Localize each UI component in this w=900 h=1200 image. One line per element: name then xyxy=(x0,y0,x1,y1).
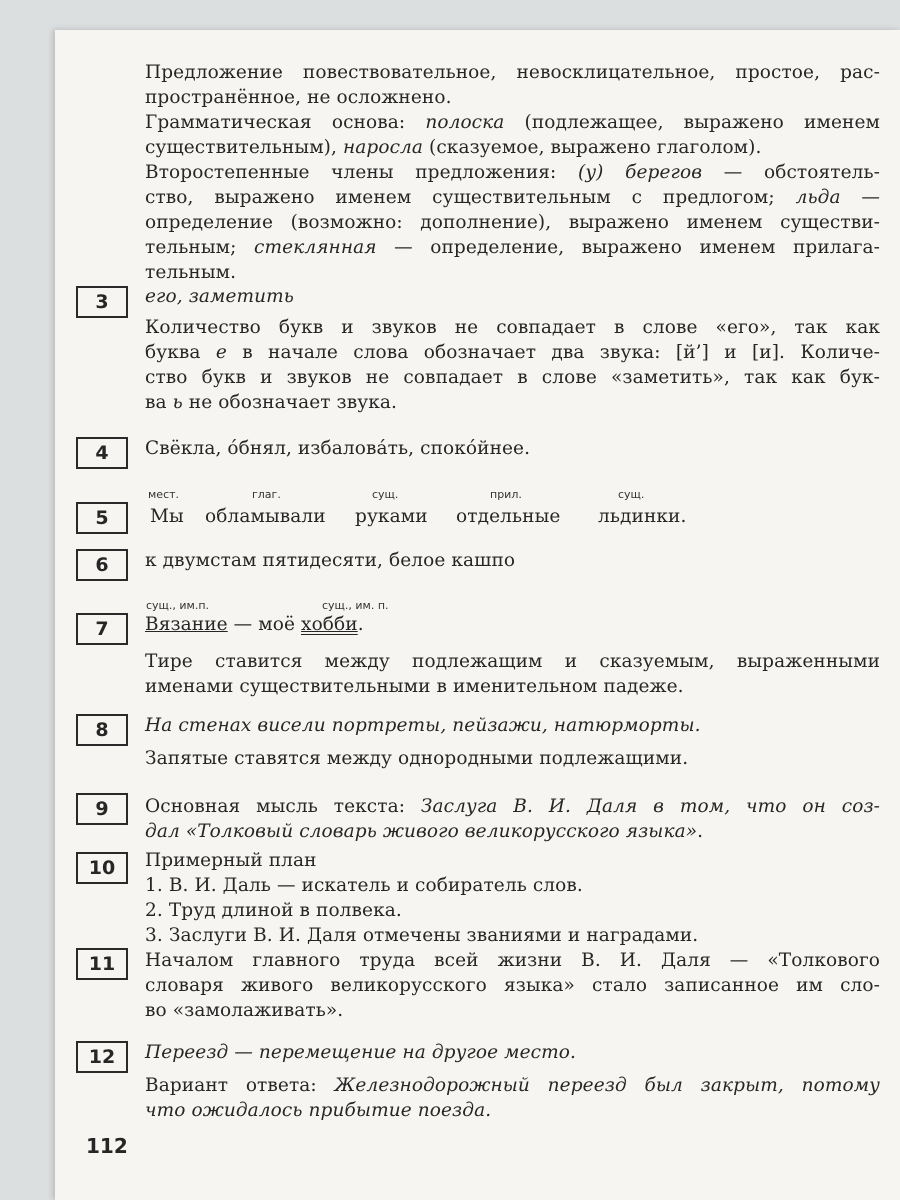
task-number-12: 12 xyxy=(76,1041,128,1073)
text-line: словаря живого великорусского языка» стало записанное им сло- xyxy=(145,975,880,996)
task-4-answer xyxy=(145,436,880,461)
task-7-sentence: Вязание — моё хобби. xyxy=(145,614,364,635)
text-line: дал «Толковый словарь живого великорусского языка». xyxy=(145,821,704,842)
task-12-definition: Переезд — перемещение на другое место. xyxy=(145,1042,576,1063)
pos-label: сущ., им. п. xyxy=(322,599,389,612)
task-number-11: 11 xyxy=(76,948,128,980)
task-number-8: 8 xyxy=(76,714,128,746)
text-line: Основная мысль текста: Заслуга В. И. Даля в том, что он соз- xyxy=(145,796,880,817)
text-line: именами существительными в именительном падеже. xyxy=(145,676,684,697)
text-line: ва ь не обозначает звука. xyxy=(145,392,398,413)
word: льдинки. xyxy=(598,506,687,527)
word: отдельные xyxy=(456,506,561,527)
task-number-5: 5 xyxy=(76,502,128,534)
text-line: Свёкла, о́бнял, избалова́ть, споко́йнее. xyxy=(145,438,531,459)
pos-label: мест. xyxy=(148,488,180,501)
text-line: Грамматическая основа: полоска (подлежащее, выражено именем xyxy=(145,112,880,133)
text-line: буква е в начале слова обозначает два звука: [й’] и [и]. Количе- xyxy=(145,342,881,363)
text-line: во «замолаживать». xyxy=(145,1000,344,1021)
task-number-9: 9 xyxy=(76,793,128,825)
pos-label: сущ. xyxy=(618,488,645,501)
task-number-10: 10 xyxy=(76,852,128,884)
text-line: Тире ставится между подлежащим и сказуемым, выраженными xyxy=(145,651,880,672)
text-line: определение (возможно: дополнение), выражено именем существи- xyxy=(145,212,880,233)
text-line: ство, выражено именем существительным с предлогом; льда — xyxy=(145,187,880,208)
word: обламывали xyxy=(205,506,326,527)
plan-item: 2. Труд длиной в полвека. xyxy=(145,900,402,921)
task-7-answer xyxy=(145,612,880,699)
word: Мы xyxy=(150,506,184,527)
plan-item: 3. Заслуги В. И. Даля отмечены званиями и наградами. xyxy=(145,925,699,946)
word: руками xyxy=(355,506,428,527)
task-12-answer xyxy=(145,1040,880,1123)
text-line: ство букв и звуков не совпадает в слове «заметить», так как бук- xyxy=(145,367,880,388)
text-line: к двумстам пятидесяти, белое кашпо xyxy=(145,550,516,571)
text-line: что ожидалось прибытие поезда. xyxy=(145,1100,492,1121)
text-line: пространённое, не осложнено. xyxy=(145,87,452,108)
task-number-7: 7 xyxy=(76,613,128,645)
task-number-6: 6 xyxy=(76,549,128,581)
text-line: Началом главного труда всей жизни В. И. Даля — «Толкового xyxy=(145,950,880,971)
page-number: 112 xyxy=(86,1134,128,1158)
task-8-sentence: На стенах висели портреты, пейзажи, натюрморты. xyxy=(145,715,701,736)
pos-label: прил. xyxy=(490,488,522,501)
text-line: Предложение повествовательное, невосклицательное, простое, рас- xyxy=(145,62,880,83)
text-line: существительным), наросла (сказуемое, выражено глаголом). xyxy=(145,137,762,158)
text-line: Второстепенные члены предложения: (у) берегов — обстоятель- xyxy=(145,162,881,183)
text-line: Запятые ставятся между однородными подлежащими. xyxy=(145,748,689,769)
task-3-words: его, заметить xyxy=(145,286,294,307)
task-10-answer xyxy=(145,848,880,948)
pos-label: глаг. xyxy=(252,488,281,501)
task-3-answer xyxy=(145,284,880,415)
task-6-answer xyxy=(145,548,880,573)
analysis-paragraph xyxy=(145,60,880,285)
text-line: Количество букв и звуков не совпадает в слове «его», так как xyxy=(145,317,880,338)
text-line: тельным; стеклянная — определение, выражено именем прилага- xyxy=(145,237,881,258)
pos-label: сущ., им.п. xyxy=(146,599,210,612)
plan-title: Примерный план xyxy=(145,850,317,871)
task-11-answer xyxy=(145,948,880,1023)
text-line: тельным. xyxy=(145,262,237,283)
pos-label: сущ. xyxy=(372,488,399,501)
task-8-answer xyxy=(145,713,880,771)
task-number-4: 4 xyxy=(76,437,128,469)
text-line: Вариант ответа: Железнодорожный переезд был закрыт, потому xyxy=(145,1075,880,1096)
task-number-3: 3 xyxy=(76,286,128,318)
plan-item: 1. В. И. Даль — искатель и собиратель слов. xyxy=(145,875,583,896)
task-9-answer xyxy=(145,794,880,844)
